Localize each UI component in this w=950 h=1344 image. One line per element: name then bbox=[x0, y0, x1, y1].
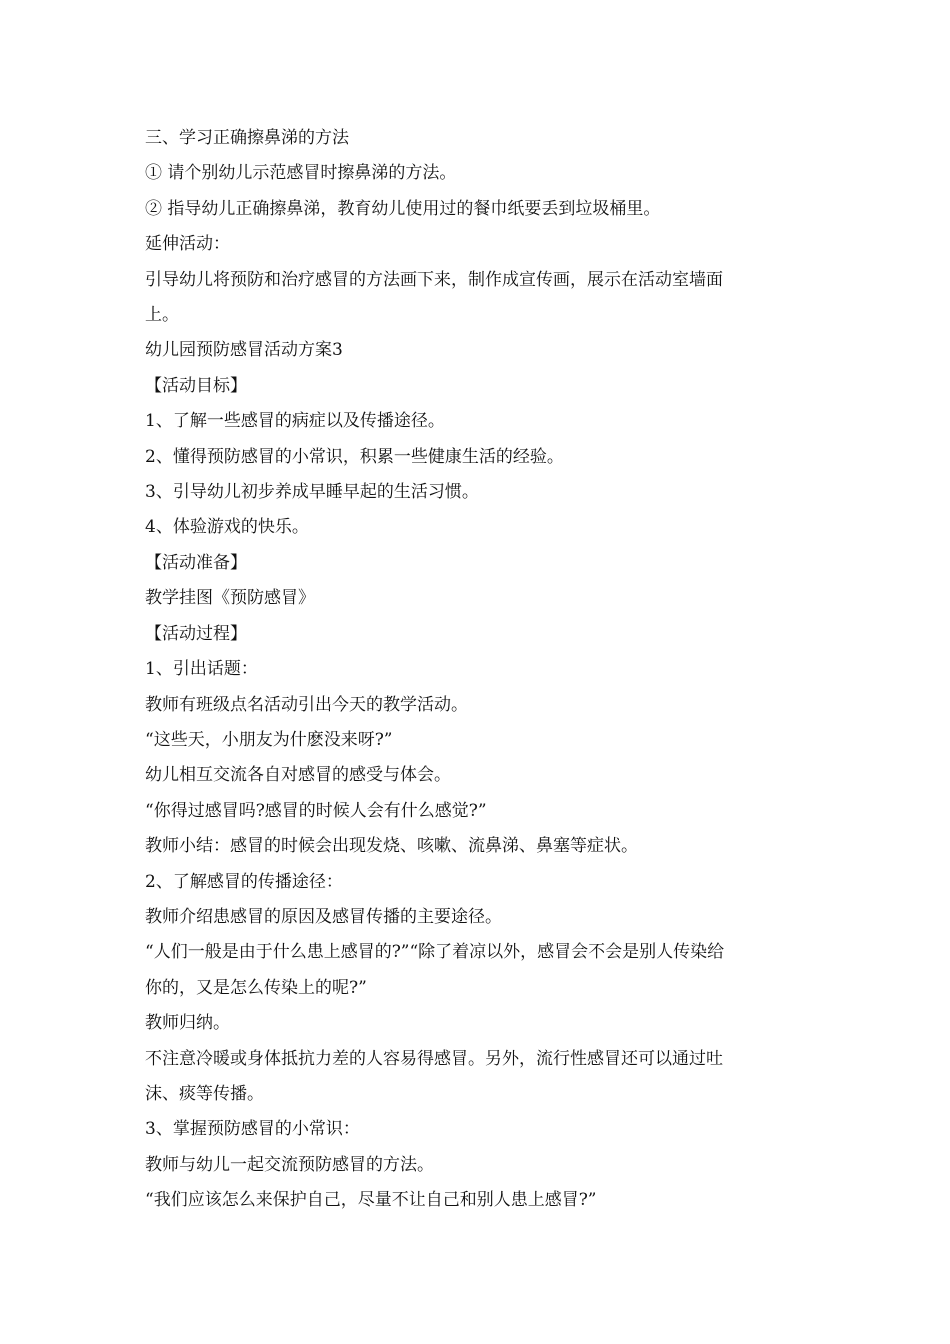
step-heading: 1、引出话题： bbox=[145, 659, 258, 680]
paragraph-line: 沫、痰等传播。 bbox=[145, 1083, 264, 1104]
step-heading: 2、了解感冒的传播途径： bbox=[145, 871, 343, 892]
section-heading-extension: 延伸活动： bbox=[145, 234, 230, 255]
step-heading: 3、掌握预防感冒的小常识： bbox=[145, 1119, 360, 1140]
paragraph-line: 教师归纳。 bbox=[145, 1013, 230, 1034]
quote-line: “我们应该怎么来保护自己，尽量不让自己和别人患上感冒?” bbox=[145, 1190, 597, 1211]
quote-line: “这些天，小朋友为什麽没来呀?” bbox=[145, 729, 393, 750]
paragraph-line: 不注意冷暖或身体抵抗力差的人容易得感冒。另外，流行性感冒还可以通过吐 bbox=[145, 1048, 723, 1069]
paragraph-line: ② 指导幼儿正确擦鼻涕，教育幼儿使用过的餐巾纸要丢到垃圾桶里。 bbox=[145, 198, 661, 219]
paragraph-line: 引导幼儿将预防和治疗感冒的方法画下来，制作成宣传画，展示在活动室墙面 bbox=[145, 269, 723, 290]
list-item: 1、了解一些感冒的病症以及传播途径。 bbox=[145, 411, 445, 432]
list-item: 4、体验游戏的快乐。 bbox=[145, 517, 309, 538]
quote-line: “人们一般是由于什么患上感冒的?”“除了着凉以外，感冒会不会是别人传染给 bbox=[145, 942, 725, 963]
paragraph-line: 教师介绍患感冒的原因及感冒传播的主要途径。 bbox=[145, 906, 502, 927]
plan-title: 幼儿园预防感冒活动方案3 bbox=[145, 340, 343, 361]
paragraph-line: 教师小结：感冒的时候会出现发烧、咳嗽、流鼻涕、鼻塞等症状。 bbox=[145, 836, 638, 857]
section-heading-learn-wipe-nose: 三、学习正确擦鼻涕的方法 bbox=[145, 128, 349, 148]
section-heading-process: 【活动过程】 bbox=[145, 623, 247, 644]
document-body bbox=[145, 121, 815, 1219]
quote-line: 你的，又是怎么传染上的呢?” bbox=[145, 977, 367, 998]
paragraph-line: 教师有班级点名活动引出今天的教学活动。 bbox=[145, 694, 468, 715]
paragraph-line: ① 请个别幼儿示范感冒时擦鼻涕的方法。 bbox=[145, 163, 457, 184]
paragraph-line: 教师与幼儿一起交流预防感冒的方法。 bbox=[145, 1154, 434, 1175]
list-item: 3、引导幼儿初步养成早睡早起的生活习惯。 bbox=[145, 482, 479, 503]
section-heading-preparation: 【活动准备】 bbox=[145, 552, 247, 573]
paragraph-line: 教学挂图《预防感冒》 bbox=[145, 588, 315, 609]
paragraph-line: 上。 bbox=[145, 305, 179, 326]
quote-line: “你得过感冒吗?感冒的时候人会有什么感觉?” bbox=[145, 800, 487, 821]
list-item: 2、懂得预防感冒的小常识，积累一些健康生活的经验。 bbox=[145, 446, 564, 467]
paragraph-line: 幼儿相互交流各自对感冒的感受与体会。 bbox=[145, 765, 451, 786]
section-heading-goals: 【活动目标】 bbox=[145, 375, 247, 396]
